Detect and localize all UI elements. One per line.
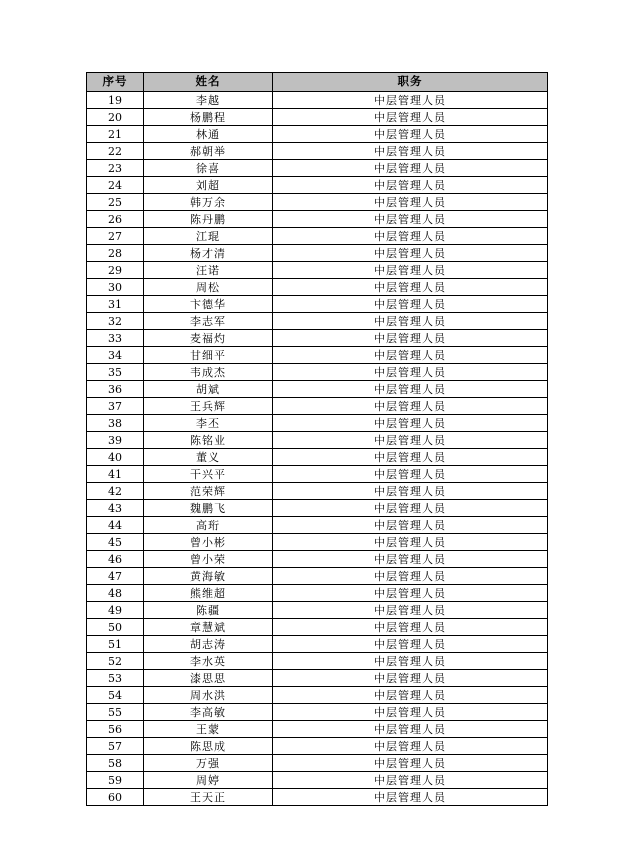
title-cell: 中层管理人员 xyxy=(273,211,548,228)
table-row xyxy=(87,602,548,619)
row-number-cell: 30 xyxy=(87,279,144,296)
row-number-cell: 31 xyxy=(87,296,144,313)
table-row xyxy=(87,143,548,160)
row-number-cell: 32 xyxy=(87,313,144,330)
row-number-cell: 28 xyxy=(87,245,144,262)
name-cell: 章慧斌 xyxy=(144,619,273,636)
table-row xyxy=(87,177,548,194)
table-row xyxy=(87,381,548,398)
title-cell: 中层管理人员 xyxy=(273,653,548,670)
row-number-cell: 44 xyxy=(87,517,144,534)
name-cell: 林通 xyxy=(144,126,273,143)
name-cell: 董义 xyxy=(144,449,273,466)
title-cell: 中层管理人员 xyxy=(273,738,548,755)
row-number-cell: 52 xyxy=(87,653,144,670)
table-row xyxy=(87,466,548,483)
name-cell: 周水洪 xyxy=(144,687,273,704)
title-cell: 中层管理人员 xyxy=(273,602,548,619)
table-row xyxy=(87,415,548,432)
table-row xyxy=(87,568,548,585)
title-cell: 中层管理人员 xyxy=(273,398,548,415)
title-cell: 中层管理人员 xyxy=(273,296,548,313)
title-cell: 中层管理人员 xyxy=(273,449,548,466)
title-cell: 中层管理人员 xyxy=(273,313,548,330)
row-number-cell: 24 xyxy=(87,177,144,194)
title-cell: 中层管理人员 xyxy=(273,364,548,381)
row-number-cell: 59 xyxy=(87,772,144,789)
table-row xyxy=(87,483,548,500)
table-row xyxy=(87,738,548,755)
row-number-cell: 48 xyxy=(87,585,144,602)
title-cell: 中层管理人员 xyxy=(273,500,548,517)
table-row xyxy=(87,449,548,466)
table-row xyxy=(87,500,548,517)
row-number-cell: 26 xyxy=(87,211,144,228)
row-number-cell: 47 xyxy=(87,568,144,585)
table-row xyxy=(87,262,548,279)
header-name: 姓名 xyxy=(144,73,273,92)
row-number-cell: 46 xyxy=(87,551,144,568)
name-cell: 周婷 xyxy=(144,772,273,789)
header-serial-number: 序号 xyxy=(87,73,144,92)
name-cell: 曾小彬 xyxy=(144,534,273,551)
title-cell: 中层管理人员 xyxy=(273,687,548,704)
title-cell: 中层管理人员 xyxy=(273,755,548,772)
table-body xyxy=(87,92,548,806)
table-row xyxy=(87,126,548,143)
table-row xyxy=(87,92,548,109)
row-number-cell: 19 xyxy=(87,92,144,109)
name-cell: 陈铭业 xyxy=(144,432,273,449)
title-cell: 中层管理人员 xyxy=(273,194,548,211)
row-number-cell: 58 xyxy=(87,755,144,772)
row-number-cell: 23 xyxy=(87,160,144,177)
title-cell: 中层管理人员 xyxy=(273,279,548,296)
table-row xyxy=(87,534,548,551)
title-cell: 中层管理人员 xyxy=(273,262,548,279)
title-cell: 中层管理人员 xyxy=(273,381,548,398)
title-cell: 中层管理人员 xyxy=(273,126,548,143)
row-number-cell: 56 xyxy=(87,721,144,738)
row-number-cell: 38 xyxy=(87,415,144,432)
name-cell: 韦成杰 xyxy=(144,364,273,381)
title-cell: 中层管理人员 xyxy=(273,619,548,636)
row-number-cell: 45 xyxy=(87,534,144,551)
row-number-cell: 55 xyxy=(87,704,144,721)
row-number-cell: 29 xyxy=(87,262,144,279)
name-cell: 甘细平 xyxy=(144,347,273,364)
title-cell: 中层管理人员 xyxy=(273,92,548,109)
name-cell: 范荣辉 xyxy=(144,483,273,500)
row-number-cell: 42 xyxy=(87,483,144,500)
name-cell: 李高敏 xyxy=(144,704,273,721)
title-cell: 中层管理人员 xyxy=(273,789,548,806)
table-row xyxy=(87,653,548,670)
name-cell: 陈思成 xyxy=(144,738,273,755)
row-number-cell: 25 xyxy=(87,194,144,211)
name-cell: 汪诺 xyxy=(144,262,273,279)
table-header-row xyxy=(87,73,548,92)
name-cell: 李越 xyxy=(144,92,273,109)
table-row xyxy=(87,211,548,228)
table-row xyxy=(87,398,548,415)
personnel-table xyxy=(86,72,548,806)
row-number-cell: 36 xyxy=(87,381,144,398)
row-number-cell: 41 xyxy=(87,466,144,483)
name-cell: 李丕 xyxy=(144,415,273,432)
row-number-cell: 33 xyxy=(87,330,144,347)
row-number-cell: 60 xyxy=(87,789,144,806)
name-cell: 曾小荣 xyxy=(144,551,273,568)
title-cell: 中层管理人员 xyxy=(273,483,548,500)
name-cell: 王蒙 xyxy=(144,721,273,738)
name-cell: 徐喜 xyxy=(144,160,273,177)
name-cell: 周松 xyxy=(144,279,273,296)
title-cell: 中层管理人员 xyxy=(273,228,548,245)
name-cell: 麦福灼 xyxy=(144,330,273,347)
name-cell: 干兴平 xyxy=(144,466,273,483)
table-row xyxy=(87,347,548,364)
table-row xyxy=(87,228,548,245)
name-cell: 韩万余 xyxy=(144,194,273,211)
table-row xyxy=(87,670,548,687)
title-cell: 中层管理人员 xyxy=(273,143,548,160)
table-row xyxy=(87,636,548,653)
title-cell: 中层管理人员 xyxy=(273,330,548,347)
name-cell: 万强 xyxy=(144,755,273,772)
title-cell: 中层管理人员 xyxy=(273,109,548,126)
name-cell: 高珩 xyxy=(144,517,273,534)
table-row xyxy=(87,687,548,704)
title-cell: 中层管理人员 xyxy=(273,585,548,602)
table-row xyxy=(87,330,548,347)
table-row xyxy=(87,296,548,313)
title-cell: 中层管理人员 xyxy=(273,415,548,432)
name-cell: 杨鹏程 xyxy=(144,109,273,126)
table-row xyxy=(87,704,548,721)
name-cell: 胡志涛 xyxy=(144,636,273,653)
table-row xyxy=(87,364,548,381)
row-number-cell: 49 xyxy=(87,602,144,619)
name-cell: 郝朝举 xyxy=(144,143,273,160)
row-number-cell: 35 xyxy=(87,364,144,381)
title-cell: 中层管理人员 xyxy=(273,721,548,738)
row-number-cell: 54 xyxy=(87,687,144,704)
row-number-cell: 51 xyxy=(87,636,144,653)
title-cell: 中层管理人员 xyxy=(273,670,548,687)
title-cell: 中层管理人员 xyxy=(273,704,548,721)
name-cell: 刘超 xyxy=(144,177,273,194)
name-cell: 熊维超 xyxy=(144,585,273,602)
name-cell: 陈疆 xyxy=(144,602,273,619)
row-number-cell: 53 xyxy=(87,670,144,687)
title-cell: 中层管理人员 xyxy=(273,245,548,262)
table-row xyxy=(87,585,548,602)
table-row xyxy=(87,755,548,772)
table-row xyxy=(87,109,548,126)
table-row xyxy=(87,432,548,449)
row-number-cell: 22 xyxy=(87,143,144,160)
row-number-cell: 50 xyxy=(87,619,144,636)
row-number-cell: 40 xyxy=(87,449,144,466)
title-cell: 中层管理人员 xyxy=(273,568,548,585)
title-cell: 中层管理人员 xyxy=(273,432,548,449)
title-cell: 中层管理人员 xyxy=(273,466,548,483)
title-cell: 中层管理人员 xyxy=(273,772,548,789)
header-position: 职务 xyxy=(273,73,548,92)
title-cell: 中层管理人员 xyxy=(273,551,548,568)
table-row xyxy=(87,517,548,534)
table-row xyxy=(87,313,548,330)
title-cell: 中层管理人员 xyxy=(273,347,548,364)
row-number-cell: 39 xyxy=(87,432,144,449)
table-row xyxy=(87,721,548,738)
name-cell: 杨才清 xyxy=(144,245,273,262)
row-number-cell: 20 xyxy=(87,109,144,126)
title-cell: 中层管理人员 xyxy=(273,160,548,177)
name-cell: 魏鹏飞 xyxy=(144,500,273,517)
row-number-cell: 57 xyxy=(87,738,144,755)
table-row xyxy=(87,160,548,177)
title-cell: 中层管理人员 xyxy=(273,534,548,551)
title-cell: 中层管理人员 xyxy=(273,517,548,534)
name-cell: 胡斌 xyxy=(144,381,273,398)
table-row xyxy=(87,279,548,296)
name-cell: 李志军 xyxy=(144,313,273,330)
title-cell: 中层管理人员 xyxy=(273,636,548,653)
table-row xyxy=(87,194,548,211)
name-cell: 江琨 xyxy=(144,228,273,245)
row-number-cell: 43 xyxy=(87,500,144,517)
name-cell: 李水英 xyxy=(144,653,273,670)
name-cell: 王天正 xyxy=(144,789,273,806)
name-cell: 王兵辉 xyxy=(144,398,273,415)
name-cell: 漆思思 xyxy=(144,670,273,687)
table-row xyxy=(87,772,548,789)
table-row xyxy=(87,245,548,262)
name-cell: 黄海敏 xyxy=(144,568,273,585)
title-cell: 中层管理人员 xyxy=(273,177,548,194)
name-cell: 卞德华 xyxy=(144,296,273,313)
row-number-cell: 27 xyxy=(87,228,144,245)
table-row xyxy=(87,619,548,636)
row-number-cell: 34 xyxy=(87,347,144,364)
row-number-cell: 37 xyxy=(87,398,144,415)
row-number-cell: 21 xyxy=(87,126,144,143)
table-row xyxy=(87,789,548,806)
table-row xyxy=(87,551,548,568)
name-cell: 陈丹鹏 xyxy=(144,211,273,228)
